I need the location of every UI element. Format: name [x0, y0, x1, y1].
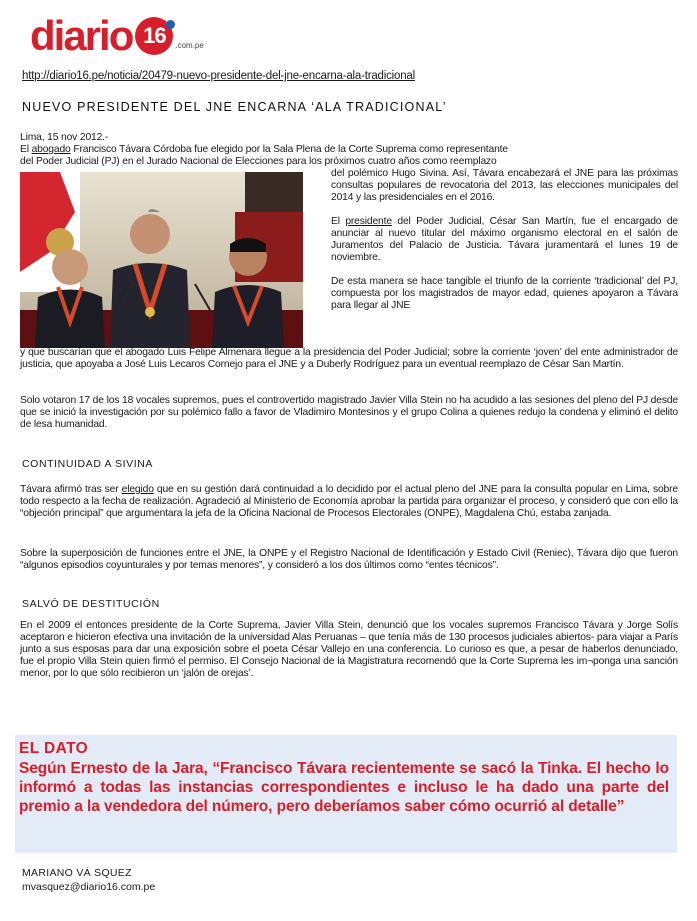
author-email[interactable]: mvasquez@diario16.com.pe — [22, 881, 156, 893]
article-photo — [20, 172, 303, 348]
el-dato-title: EL DATO — [19, 740, 89, 757]
paragraph-5: Távara afirmó tras ser elegido que en su gestión dará continuidad a lo decidido por el actual pleno del JNE para la consulta popular en Lima, sobre todo respecto a la fecha de realización. Agradeció al Ministerio de Economía aprobar la partida para organizar el proceso, y consideró que con ello la “objeción principal” que argumentara la jefa de la Oficina Nacional de Procesos Electorales (ONPE), Magdalena Chú, estaba zanjada. — [20, 484, 678, 519]
paragraph-2: El presidente del Poder Judicial, César San Martín, fue el encargado de anunciar al nuevo titular del máximo organismo electoral en el salón de Juramentos del Palacio de Justicia. Távara juramentará el lunes 19 de noviembre. — [331, 216, 678, 263]
intro-block — [20, 132, 678, 168]
logo-domain: .com.pe — [175, 41, 204, 50]
article-headline: NUEVO PRESIDENTE DEL JNE ENCARNA ‘ALA TRADICIONAL’ — [22, 100, 447, 114]
logo-word: diario — [30, 12, 133, 59]
magistrates-photo-illustration — [20, 172, 303, 348]
el-dato-box — [15, 735, 677, 853]
intro-inset: del polémico Hugo Sivina. Así, Távara encabezará el JNE para las próximas consultas populares de revocatoria del 2013, las elecciones municipales del 2014 y las presidenciales en el 2016. — [331, 168, 678, 203]
section-heading-continuidad: CONTINUIDAD A SIVINA — [22, 458, 154, 470]
link-presidente[interactable]: presidente — [345, 216, 392, 227]
paragraph-6: Sobre la superposición de funciones entre el JNE, la ONPE y el Registro Nacional de Identificación y Estado Civil (Reniec), Távara dijo que fueron “algunos episodios coyunturales y por temas menores”, y consideró a los dos últimos como “entes técnicos”. — [20, 548, 678, 571]
paragraph-3-rest: y que buscarían que el abogado Luis Felipe Almenara llegue a la presidencia del Poder Judicial; sobre la corriente ‘joven’ del ente administrador de justicia, que apoyaba a José Luis Lecaros Cornejo para el JNE y a Duberly Rodríguez para un eventual reemplazo de César San Martín. — [20, 347, 678, 370]
intro-line-1: El abogado Francisco Távara Córdoba fue elegido por la Sala Plena de la Corte Suprema como representante — [20, 144, 508, 155]
paragraph-7: En el 2009 el entonces presidente de la Corte Suprema, Javier Villa Stein, denunció que los vocales supremos Francisco Távara y Jorge Solís aceptaron e hicieron efectiva una invitación de la universidad Alas Peruanas – que tenía más de 130 procesos judiciales abiertos- para viajar a París junto a sus esposas para dar una exposición sobre el poeta César Vallejo en una conferencia. Lo curioso es que, a pesar de haberlos denunciado, fue el propio Villa Stein quien firmó el permiso. El Consejo Nacional de la Magistratura recomendó que la Corte Suprema les im¬ponga una sanción menor, por lo que sólo recibieron un ‘jalón de orejas’. — [20, 620, 678, 679]
paragraph-3-inset: De esta manera se hace tangible el triunfo de la corriente ‘tradicional’ del PJ, compuesta por los magistrados de mayor edad, quienes apoyaron a Távara para llegar al JNE — [331, 276, 678, 311]
paragraph-4: Solo votaron 17 de los 18 vocales supremos, pues el controvertido magistrado Javier Villa Stein no ha acudido a las sesiones del pleno del PJ desde que se inició la investigación por su polémico fallo a favor de Vladimiro Montesinos y el grupo Colina a quienes redujo la condena y eliminó el delito de lesa humanidad. — [20, 395, 678, 430]
logo-badge — [135, 17, 173, 55]
inset-block — [331, 168, 678, 312]
logo-dot — [166, 20, 175, 29]
link-abogado[interactable]: abogado — [31, 144, 71, 155]
diario16-logo — [30, 12, 204, 59]
dateline: Lima, 15 nov 2012.- — [20, 132, 109, 143]
el-dato-quote: Según Ernesto de la Jara, “Francisco Távara recientemente se sacó la Tinka. El hecho lo informó a todas las instancias correspondientes e incluso le ha dado una parte del premio a la vendedora del número, pero deberíamos saber cómo ocurrió al detalle” — [19, 760, 669, 815]
intro-line-2: del Poder Judicial (PJ) en el Jurado Nacional de Elecciones para los próximos cuatro años como reemplazo — [20, 156, 497, 167]
author-name: MARIANO VÁ SQUEZ — [22, 867, 132, 879]
logo-number: 16 — [143, 23, 166, 48]
article-url[interactable]: http://diario16.pe/noticia/20479-nuevo-presidente-del-jne-encarna-ala-tradicional — [22, 70, 415, 82]
section-heading-salvo: SALVÓ DE DESTITUCIÓN — [22, 598, 160, 610]
link-elegido[interactable]: elegido — [121, 484, 154, 495]
